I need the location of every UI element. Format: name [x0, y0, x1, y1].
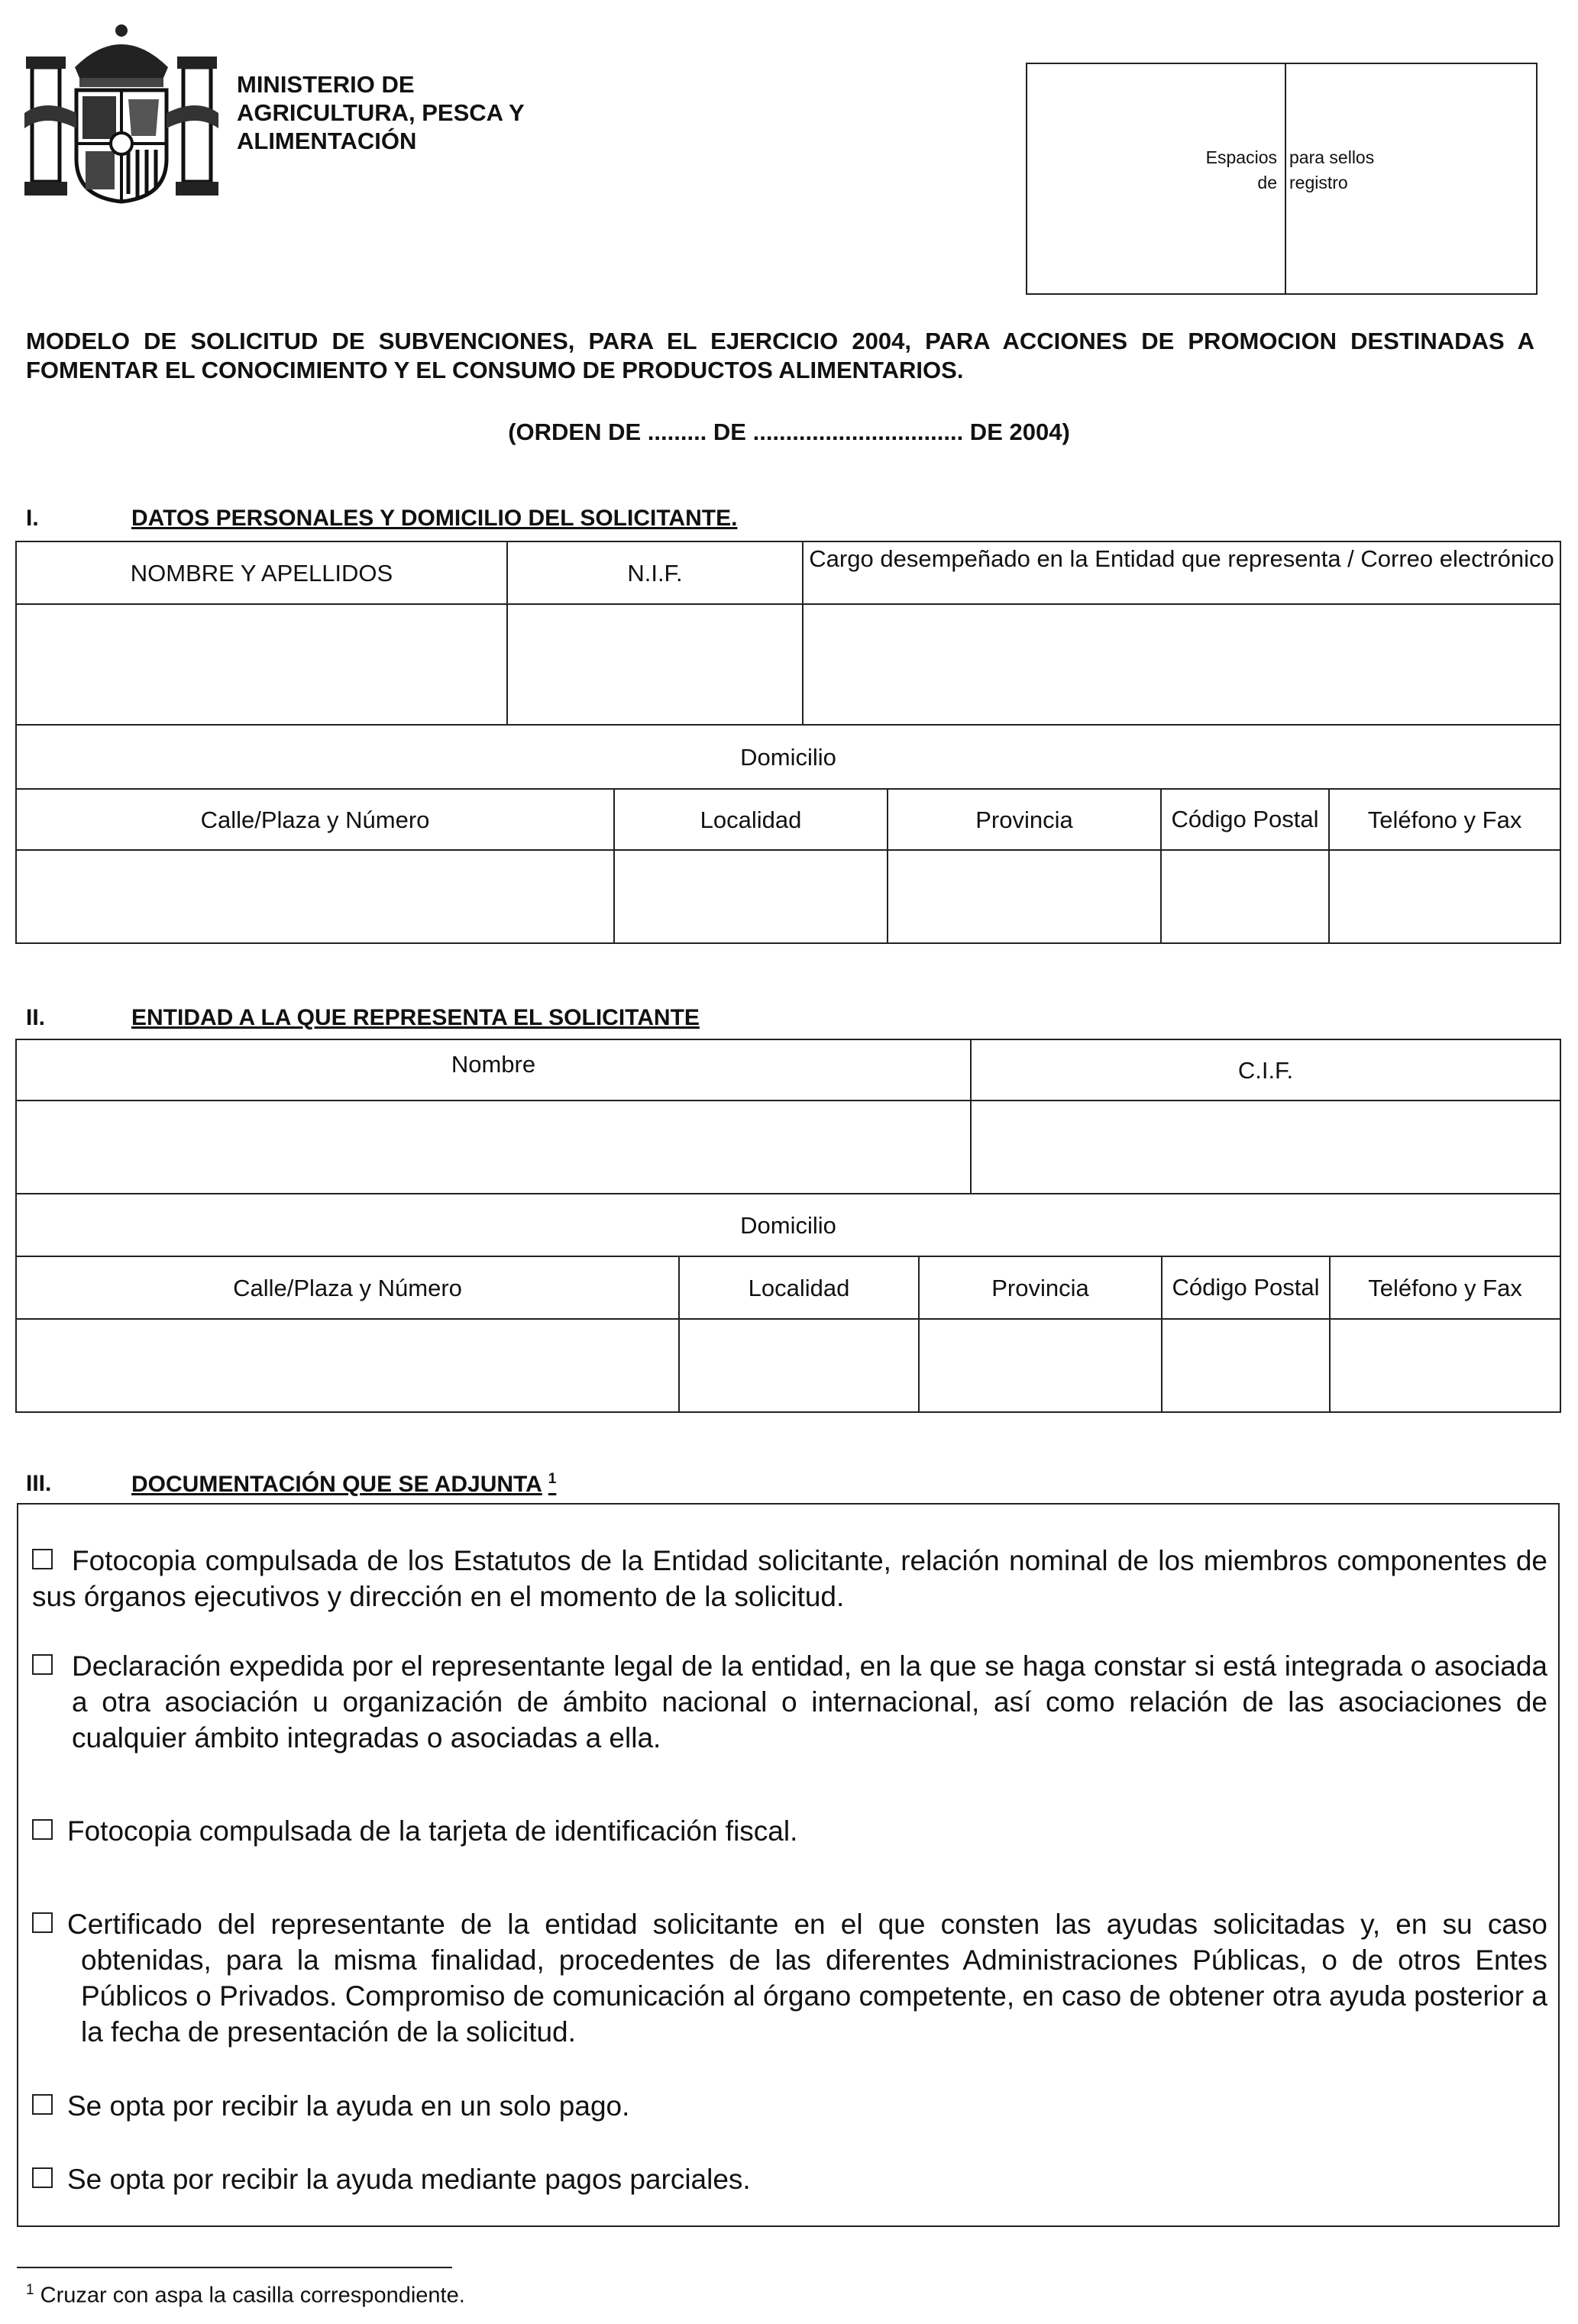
input-provincia-field[interactable] — [888, 850, 1161, 943]
section-number: I. — [26, 506, 39, 531]
applicant-data-table — [15, 541, 1561, 726]
doc-item-declaration — [32, 1648, 1547, 1756]
header-cell-provincia: Provincia — [888, 789, 1161, 850]
applicant-address-table — [15, 724, 1561, 944]
header-cell-nombre: Nombre — [16, 1039, 971, 1101]
footnote-text: Cruzar con aspa la casilla correspondiente. — [40, 2283, 465, 2308]
doc-item-single-payment — [32, 2088, 1547, 2124]
header-cell-provincia: Provincia — [919, 1256, 1162, 1319]
input-entity-name-field[interactable] — [16, 1101, 971, 1194]
input-codigo-postal-field[interactable] — [1162, 1319, 1330, 1412]
stamp-text-left — [1206, 145, 1279, 196]
footnote — [26, 2282, 465, 2309]
order-reference: (ORDEN DE ......... DE ................................ DE 2004) — [508, 419, 1070, 445]
checkbox[interactable] — [32, 1819, 53, 1840]
doc-item-certificate — [32, 1906, 1547, 2050]
section-label: ENTIDAD A LA QUE REPRESENTA EL SOLICITANTE — [131, 1005, 700, 1030]
ministry-name — [237, 70, 525, 155]
checkbox[interactable] — [32, 2094, 53, 2115]
section-number: III. — [26, 1471, 52, 1496]
doc-item-text — [32, 1543, 1547, 1615]
header-cell-telefono: Teléfono y Fax — [1330, 1256, 1560, 1319]
stamp-text-right — [1289, 145, 1374, 196]
input-localidad-field[interactable] — [614, 850, 888, 943]
input-nif-field[interactable] — [507, 604, 803, 725]
input-codigo-postal-field[interactable] — [1161, 850, 1329, 943]
input-name-field[interactable] — [16, 604, 507, 725]
doc-item-partial-payments — [32, 2161, 1547, 2197]
input-cif-field[interactable] — [971, 1101, 1560, 1194]
stamp-text-line: Espacios — [1205, 147, 1277, 167]
doc-item-text — [32, 1906, 1547, 2050]
ministry-line: AGRICULTURA, PESCA Y — [237, 99, 525, 126]
doc-item-label: Fotocopia compulsada de los Estatutos de la Entidad solicitante, relación nominal de los miembros componentes de sus órganos ejecutivos y dirección en el momento de la solicitud. — [32, 1545, 1547, 1612]
section-3-heading — [26, 1471, 1095, 1498]
header-cell-codigo-postal: Código Postal — [1162, 1256, 1330, 1319]
stamp-divider — [1285, 64, 1286, 293]
form-title: MODELO DE SOLICITUD DE SUBVENCIONES, PARA EL EJERCICIO 2004, PARA ACCIONES DE PROMOCION DESTINADAS A FOMENTAR EL CONOCIMIENTO Y EL CONSUMO DE PRODUCTOS ALIMENTARIOS. — [26, 328, 1534, 383]
section-2-heading — [26, 1005, 1095, 1033]
input-cargo-field[interactable] — [803, 604, 1560, 725]
input-telefono-field[interactable] — [1329, 850, 1560, 943]
input-localidad-field[interactable] — [679, 1319, 919, 1412]
domicilio-header: Domicilio — [16, 725, 1560, 789]
header-cell-calle: Calle/Plaza y Número — [16, 789, 614, 850]
header-cell-telefono: Teléfono y Fax — [1329, 789, 1560, 850]
stamp-text-line: para sellos — [1289, 147, 1375, 167]
section-label-text: DOCUMENTACIÓN QUE SE ADJUNTA — [131, 1472, 542, 1497]
input-calle-field[interactable] — [16, 850, 614, 943]
header-cell-localidad: Localidad — [679, 1256, 919, 1319]
input-calle-field[interactable] — [16, 1319, 679, 1412]
doc-item-label: Declaración expedida por el representante legal de la entidad, en la que se haga constar si está integrada o asociada a otra asociación u organización de ámbito nacional o internacional, así como relación de las asociaciones de cualquier ámbito integradas o asociadas a ella. — [72, 1650, 1547, 1754]
doc-item-text — [32, 1648, 1547, 1756]
footnote-separator — [17, 2267, 452, 2268]
stamp-text-line: de — [1257, 173, 1277, 192]
ministry-line: ALIMENTACIÓN — [237, 128, 417, 154]
header-cell-codigo-postal: Código Postal — [1161, 789, 1329, 850]
input-provincia-field[interactable] — [919, 1319, 1162, 1412]
checkbox[interactable] — [32, 2167, 53, 2188]
checkbox[interactable] — [32, 1912, 53, 1933]
doc-item-text — [32, 2161, 1547, 2197]
documentation-box — [17, 1503, 1560, 2227]
header-cell-calle: Calle/Plaza y Número — [16, 1256, 679, 1319]
doc-item-statutes — [32, 1543, 1547, 1615]
section-label — [131, 1471, 556, 1498]
section-label: DATOS PERSONALES Y DOMICILIO DEL SOLICITANTE. — [131, 506, 738, 531]
doc-item-label: Se opta por recibir la ayuda en un solo pago. — [67, 2090, 630, 2122]
doc-item-label: Fotocopia compulsada de la tarjeta de identificación fiscal. — [67, 1815, 798, 1847]
header-cell-cif: C.I.F. — [971, 1039, 1560, 1101]
section-1-heading — [26, 506, 1095, 533]
domicilio-header: Domicilio — [16, 1194, 1560, 1256]
input-telefono-field[interactable] — [1330, 1319, 1560, 1412]
entity-data-table — [15, 1039, 1561, 1194]
header-cell-name: NOMBRE Y APELLIDOS — [16, 541, 507, 604]
checkbox[interactable] — [32, 1549, 53, 1569]
doc-item-text — [32, 2088, 1547, 2124]
footnote-mark: 1 — [26, 2282, 34, 2298]
header-cell-localidad: Localidad — [614, 789, 888, 850]
coat-of-arms-emblem — [21, 14, 222, 205]
doc-item-text — [32, 1813, 1547, 1849]
stamp-text-line: registro — [1289, 173, 1348, 192]
section-number: II. — [26, 1005, 46, 1030]
doc-item-label: Se opta por recibir la ayuda mediante pagos parciales. — [67, 2164, 751, 2195]
doc-item-label: Certificado del representante de la entidad solicitante en el que consten las ayudas solicitadas y, en su caso obtenidas, para la misma finalidad, procedentes de las diferentes Administraciones Públicas, o de otros Entes Públicos o Privados. Compromiso de comunicación al órgano competente, en caso de obtener otra ayuda posterior a la fecha de presentación de la solicitud. — [67, 1909, 1547, 2048]
checkbox[interactable] — [32, 1654, 53, 1675]
header-cell-nif: N.I.F. — [507, 541, 803, 604]
ministry-line: MINISTERIO DE — [237, 71, 415, 98]
entity-address-table — [15, 1193, 1561, 1413]
doc-item-tax-card — [32, 1813, 1547, 1849]
footnote-ref: 1 — [548, 1471, 557, 1487]
registry-stamp-box — [1026, 63, 1538, 295]
header-cell-cargo: Cargo desempeñado en la Entidad que representa / Correo electrónico — [803, 541, 1560, 604]
